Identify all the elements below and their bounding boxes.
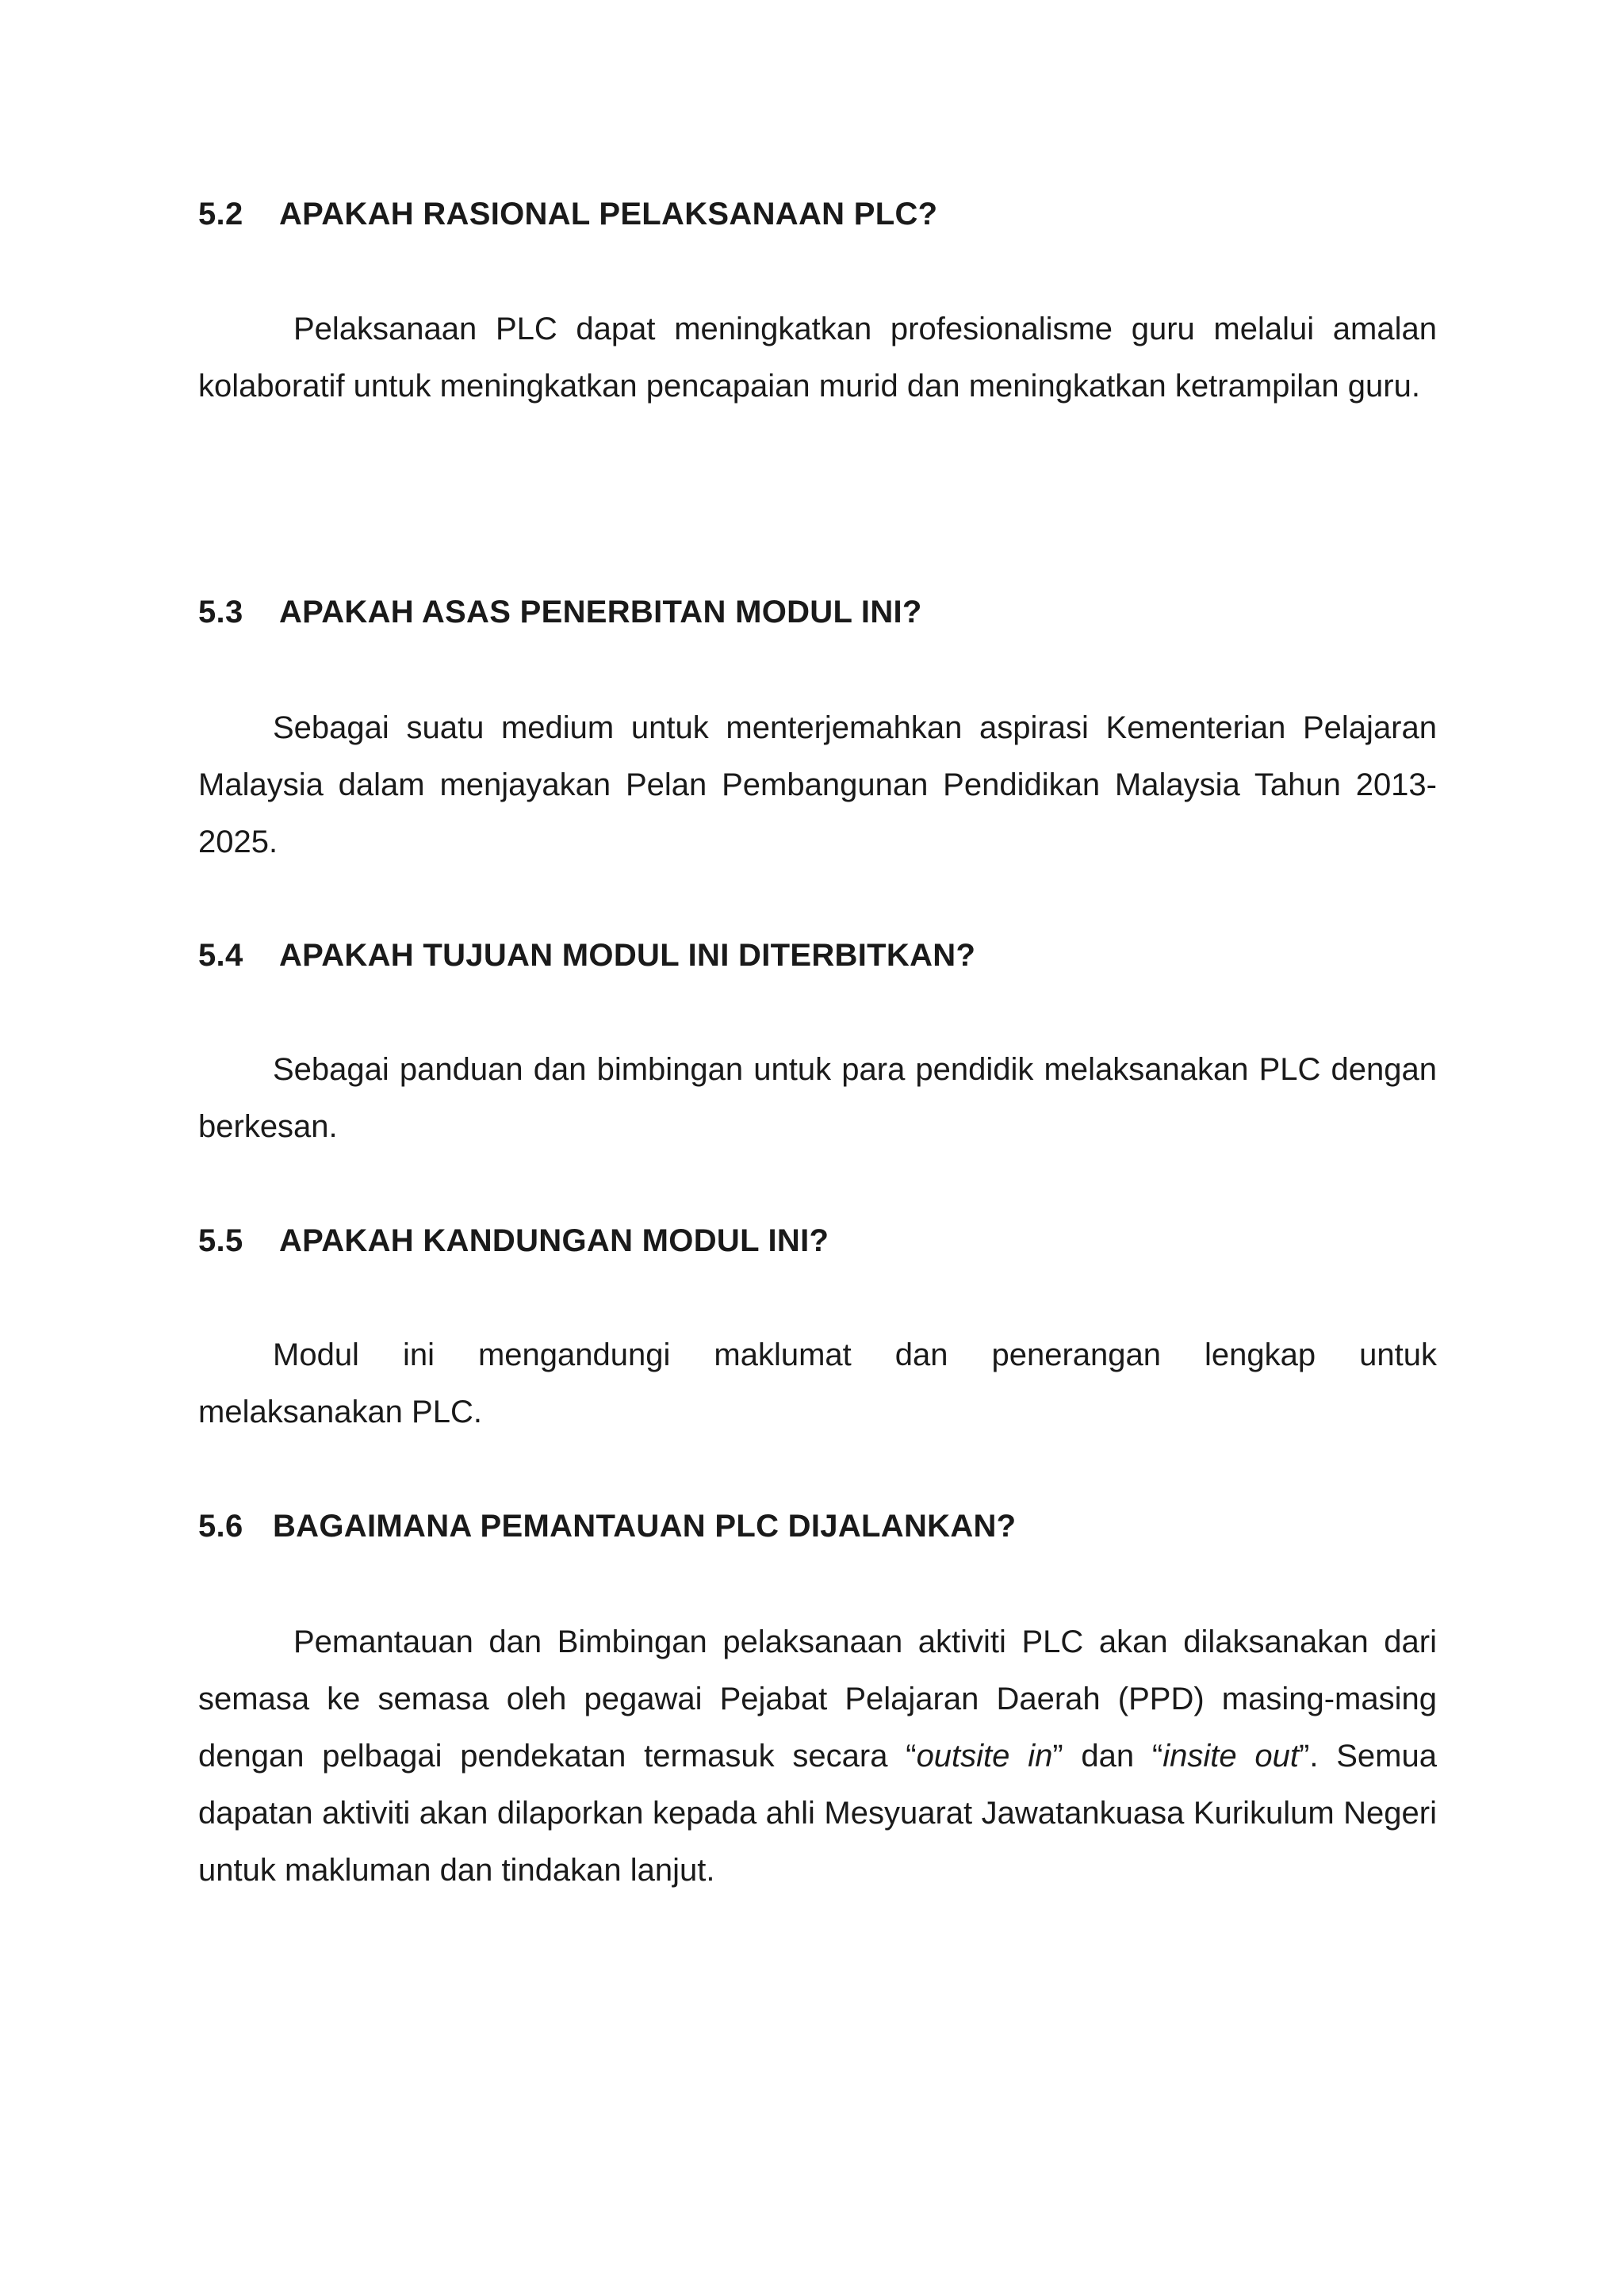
paragraph-line: melaksanakan PLC.: [198, 1395, 482, 1429]
section-body-5-6: [198, 1613, 1437, 1899]
paragraph-text: Sebagai suatu medium untuk menterjemahkan aspirasi Kementerian Pelajaran Malaysia dalam menjayakan Pelan Pembangunan Pendidikan Malaysia Tahun 2013-2025.: [198, 710, 1437, 859]
paragraph-text: ”. Semua dapatan aktiviti akan dilaporkan kepada ahli Mesyuarat Jawatankuasa Kurikulum Negeri untuk makluman dan tindakan lanjut.: [198, 1739, 1437, 1888]
section-title: APAKAH KANDUNGAN MODUL INI?: [279, 1223, 829, 1258]
section-title: APAKAH ASAS PENERBITAN MODUL INI?: [279, 595, 922, 629]
section-body-5-4: [198, 1041, 1437, 1155]
italic-term: insite out: [1162, 1739, 1300, 1774]
section-heading-5-6: [198, 1507, 1437, 1545]
section-title: APAKAH RASIONAL PELAKSANAAN PLC?: [279, 197, 938, 232]
section-number: 5.4: [198, 938, 243, 973]
section-number: 5.3: [198, 595, 243, 629]
section-heading-5-3: [198, 593, 1437, 631]
section-body-5-5: [198, 1326, 1437, 1441]
section-heading-5-4: [198, 936, 1437, 974]
section-number: 5.5: [198, 1223, 243, 1258]
italic-term: outsite in: [916, 1739, 1053, 1774]
section-heading-5-2: [198, 195, 1437, 233]
section-number: 5.6: [198, 1509, 243, 1544]
paragraph-text: Pemantauan dan Bimbingan pelaksanaan aktiviti PLC akan dilaksanakan dari semasa ke semasa oleh pegawai Pejabat Pelajaran Daerah (PPD) masing-masing dengan pelbagai pendekatan termasuk secara “: [198, 1624, 1437, 1774]
section-body-5-2: [198, 300, 1437, 415]
paragraph-line: Modul ini mengandungi maklumat dan penerangan lengkap untuk: [273, 1337, 1437, 1372]
section-title: BAGAIMANA PEMANTAUAN PLC DIJALANKAN?: [273, 1509, 1017, 1544]
section-title: APAKAH TUJUAN MODUL INI DITERBITKAN?: [279, 938, 976, 973]
section-number: 5.2: [198, 197, 243, 232]
paragraph-text: Sebagai panduan dan bimbingan untuk para pendidik melaksanakan PLC dengan berkesan.: [198, 1052, 1437, 1144]
paragraph-text: Pelaksanaan PLC dapat meningkatkan profesionalisme guru melalui amalan kolaboratif untuk meningkatkan pencapaian murid dan meningkatkan ketrampilan guru.: [198, 312, 1437, 404]
section-heading-5-5: [198, 1222, 1437, 1260]
paragraph-text: ” dan “: [1052, 1739, 1163, 1774]
section-body-5-3: [198, 699, 1437, 871]
